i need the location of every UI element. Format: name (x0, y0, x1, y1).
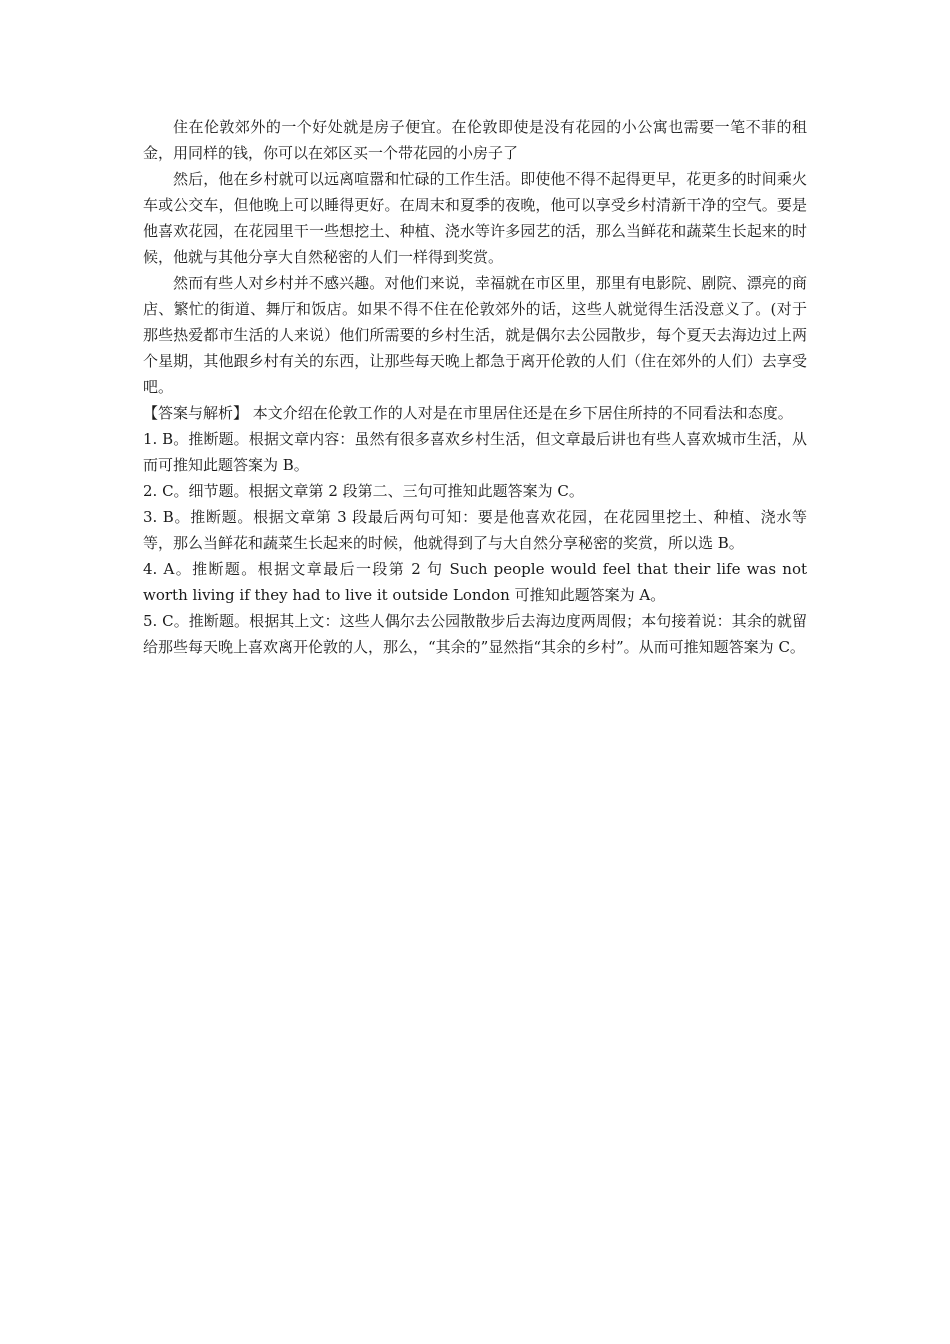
answer-1: 1. B。推断题。根据文章内容：虽然有很多喜欢乡村生活，但文章最后讲也有些人喜欢城市生活，从而可推知此题答案为 B。 (143, 430, 807, 474)
passage-paragraph-2: 然后，他在乡村就可以远离喧嚣和忙碌的工作生活。即使他不得不起得更早，花更多的时间乘火车或公交车，但他晚上可以睡得更好。在周末和夏季的夜晚，他可以享受乡村清新干净的空气。要是他喜欢花园，在花园里干一些想挖土、种植、浇水等许多园艺的活，那么当鲜花和蔬菜生长起来的时候，他就与其他分享大自然秘密的人们一样得到奖赏。 (143, 170, 807, 266)
answer-4: 4. A。推断题。根据文章最后一段第 2 句 Such people would feel that their life was not worth living if they had to live it outside London 可推知此题答案为 A。 (143, 560, 807, 604)
answer-5: 5. C。推断题。根据其上文：这些人偶尔去公园散散步后去海边度两周假；本句接着说：其余的就留给那些每天晚上喜欢离开伦敦的人，那么，“其余的”显然指“其余的乡村”。从而可推知题答案为 C。 (143, 612, 807, 656)
passage-paragraph-3: 然而有些人对乡村并不感兴趣。对他们来说，幸福就在市区里，那里有电影院、剧院、漂亮的商店、繁忙的街道、舞厅和饭店。如果不得不住在伦敦郊外的话，这些人就觉得生活没意义了。(对于那些热爱都市生活的人来说）他们所需要的乡村生活，就是偶尔去公园散步，每个夏天去海边过上两个星期，其他跟乡村有关的东西，让那些每天晚上都急于离开伦敦的人们（住在郊外的人们）去享受吧。 (143, 274, 807, 396)
answer-3: 3. B。推断题。根据文章第 3 段最后两句可知：要是他喜欢花园，在花园里挖土、种植、浇水等等，那么当鲜花和蔬菜生长起来的时候，他就得到了与大自然分享秘密的奖赏，所以选 B。 (143, 508, 807, 552)
answer-2: 2. C。细节题。根据文章第 2 段第二、三句可推知此题答案为 C。 (143, 482, 584, 500)
analysis-intro (143, 400, 807, 426)
analysis-summary: 本文介绍在伦敦工作的人对是在市里居住还是在乡下居住所持的不同看法和态度。 (252, 404, 793, 422)
passage-paragraph-1: 住在伦敦郊外的一个好处就是房子便宜。在伦敦即使是没有花园的小公寓也需要一笔不菲的租金，用同样的钱，你可以在郊区买一个带花园的小房子了 (143, 118, 807, 162)
document-page (143, 114, 807, 660)
analysis-heading: 【答案与解析】 (143, 404, 249, 422)
